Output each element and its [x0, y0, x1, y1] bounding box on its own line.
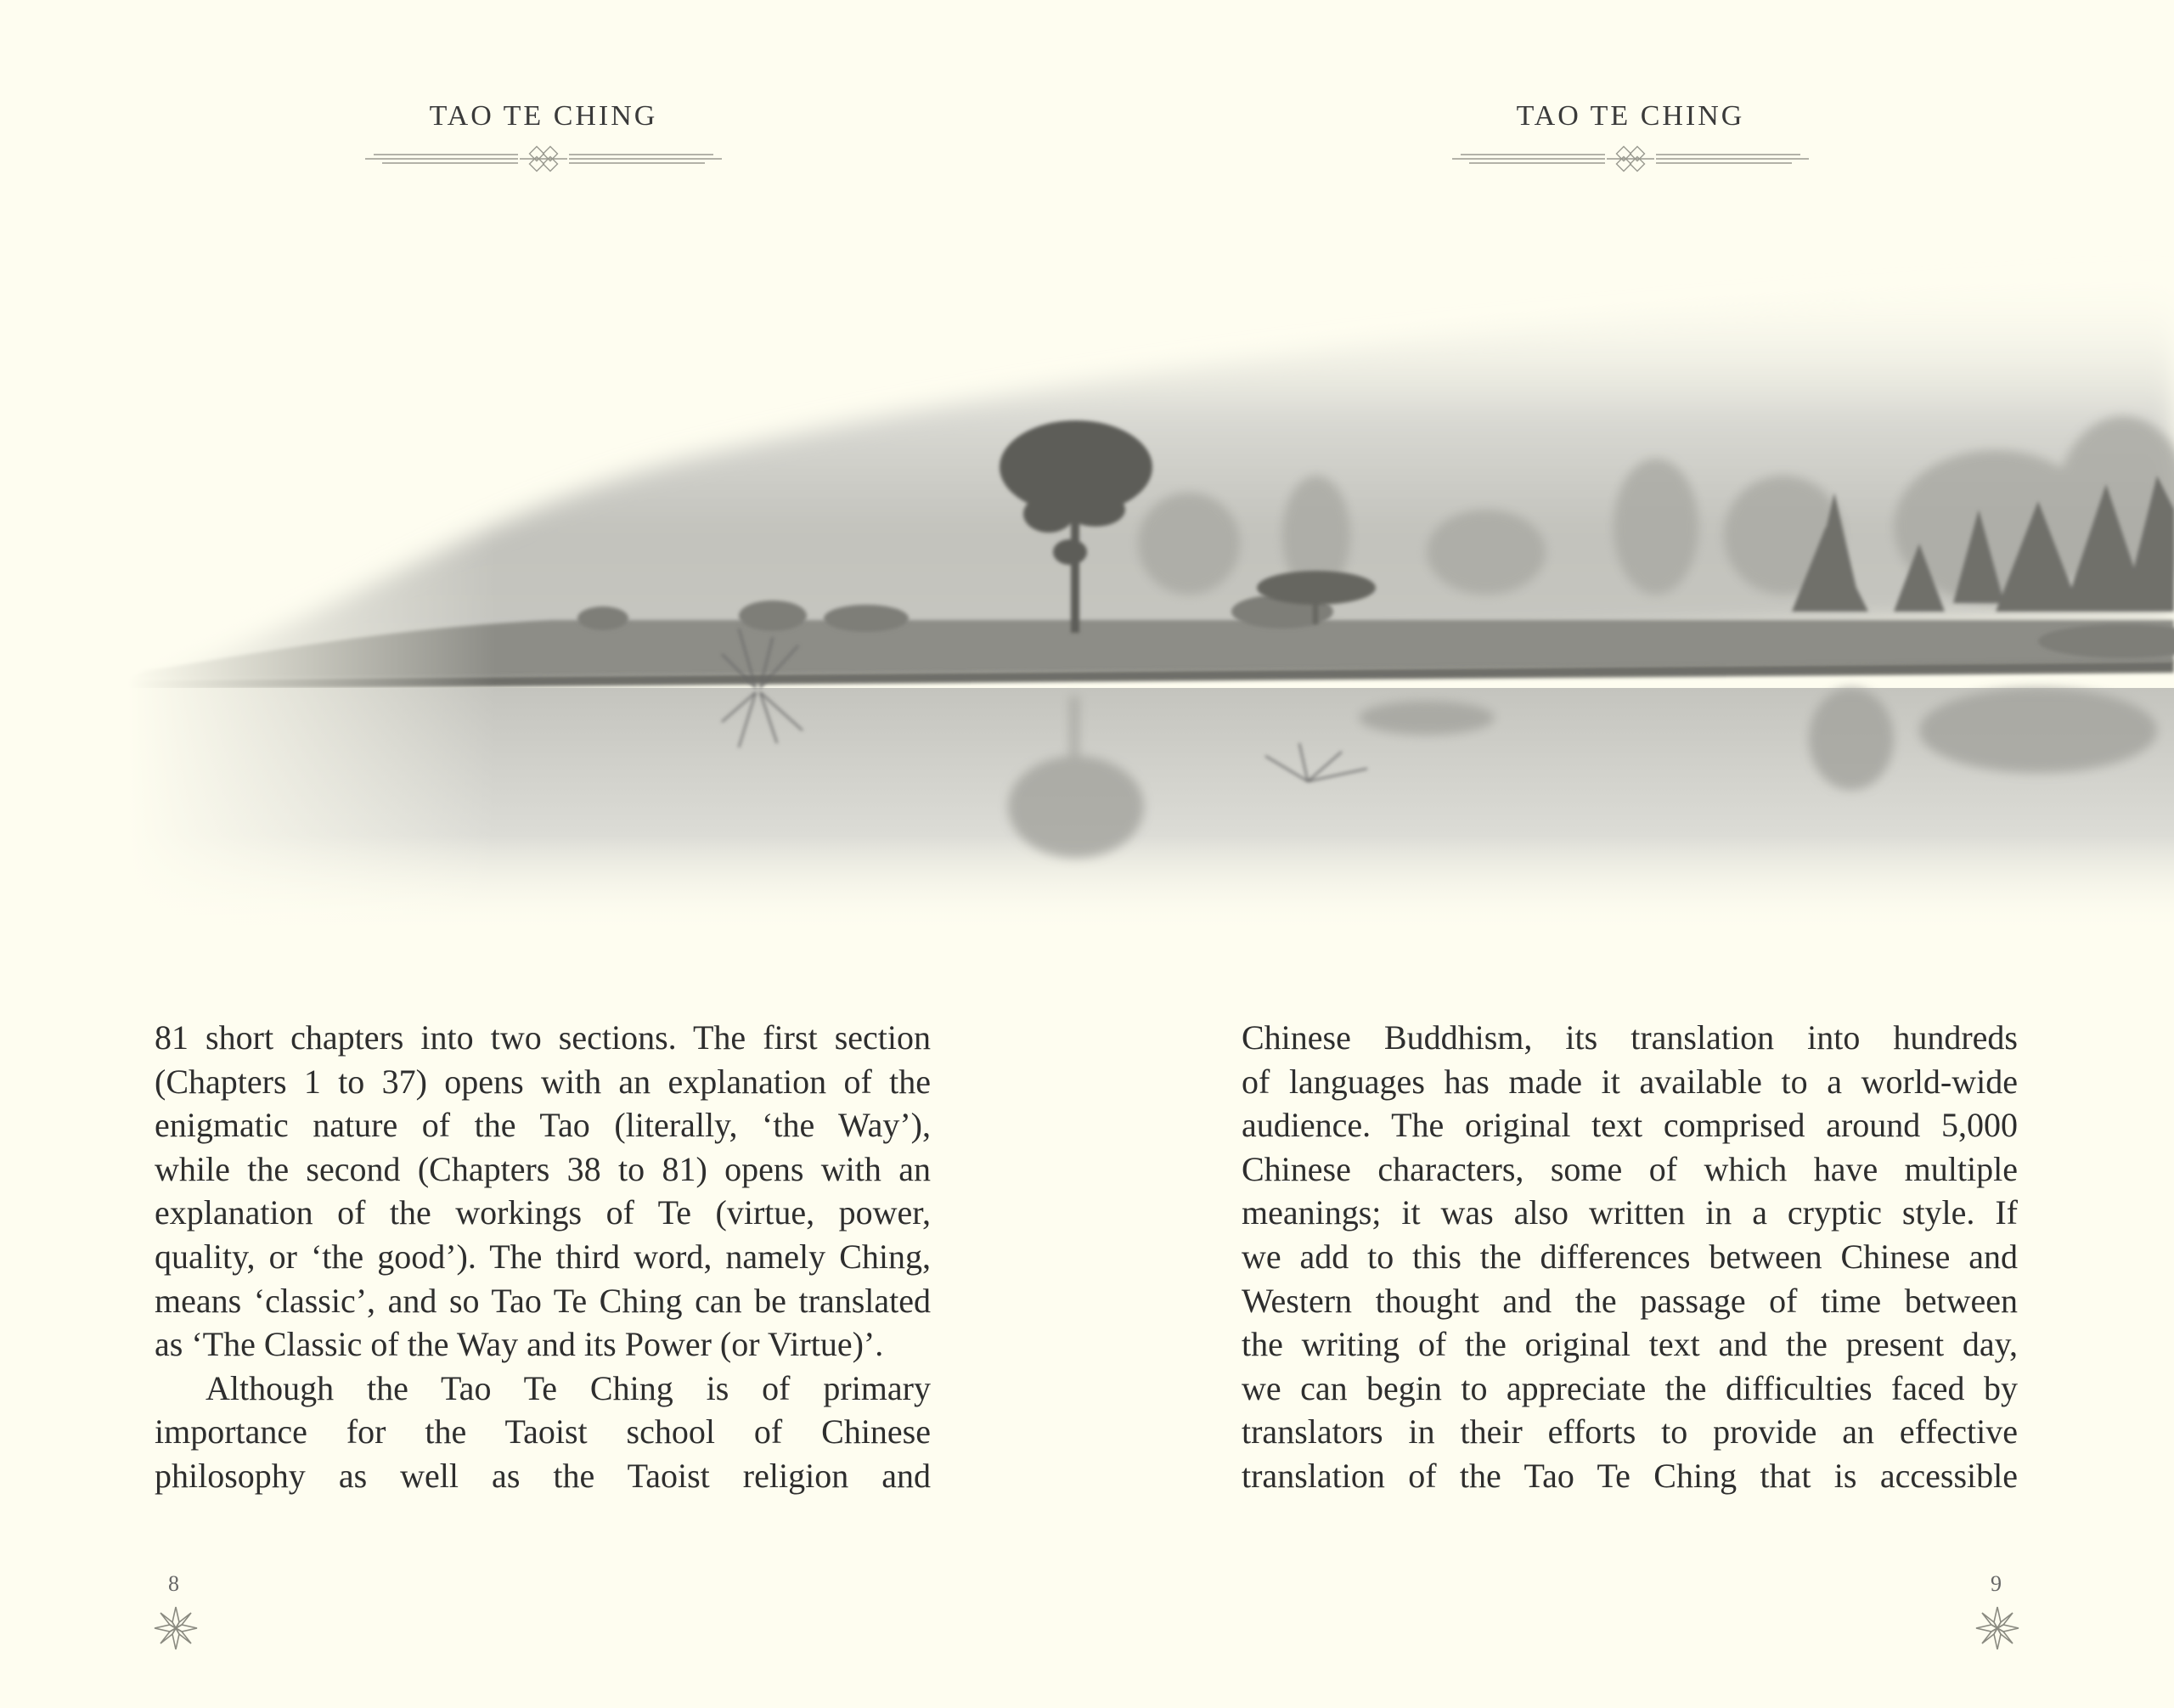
- text-line: audience. The original text comprised around 5,000: [1242, 1106, 2018, 1145]
- text-line: translation of the Tao Te Ching that is accessible: [1242, 1456, 2018, 1495]
- star-flower-icon: [153, 1605, 199, 1651]
- running-head-text: TAO TE CHING: [429, 100, 658, 132]
- text-line: Although the Tao Te Ching is of primary: [206, 1368, 931, 1407]
- knot-ornament-icon: [365, 143, 722, 177]
- knot-ornament-icon: [1452, 143, 1809, 177]
- page-number: 9: [1991, 1571, 2002, 1596]
- text-line: we add to this the differences between Chinese and: [1242, 1237, 2018, 1276]
- text-line: translators in their efforts to provide an effective: [1242, 1412, 2018, 1452]
- running-head: [0, 100, 1087, 132]
- text-line: explanation of the workings of Te (virtue, power,: [155, 1193, 931, 1232]
- text-line: Chinese characters, some of which have multiple: [1242, 1149, 2018, 1188]
- misty-lake-photo: [127, 255, 2174, 934]
- text-line: 81 short chapters into two sections. The first section: [155, 1018, 931, 1057]
- text-line: enigmatic nature of the Tao (literally, ‘the Way’),: [155, 1106, 931, 1145]
- running-head-text: TAO TE CHING: [1516, 100, 1745, 132]
- text-line: (Chapters 1 to 37) opens with an explanation of the: [155, 1062, 931, 1101]
- text-line: Western thought and the passage of time between: [1242, 1281, 2018, 1320]
- left-body-text: [155, 1016, 931, 1498]
- text-line: meanings; it was also written in a cryptic style. If: [1242, 1193, 2018, 1232]
- text-line: importance for the Taoist school of Chinese: [155, 1412, 931, 1452]
- running-head: [1087, 100, 2174, 132]
- text-line: as ‘The Classic of the Way and its Power (or Virtue)’.: [155, 1325, 884, 1364]
- right-body-text: [1242, 1016, 2018, 1498]
- star-flower-icon: [1974, 1605, 2020, 1651]
- text-line: Chinese Buddhism, its translation into hundreds: [1242, 1018, 2018, 1057]
- text-line: philosophy as well as the Taoist religion and: [155, 1456, 931, 1495]
- text-line: we can begin to appreciate the difficulties faced by: [1242, 1368, 2018, 1407]
- text-line: means ‘classic’, and so Tao Te Ching can be translated: [155, 1281, 931, 1320]
- page-number: 8: [168, 1571, 179, 1596]
- text-line: while the second (Chapters 38 to 81) opens with an: [155, 1149, 931, 1188]
- text-line: of languages has made it available to a world-wide: [1242, 1062, 2018, 1101]
- text-line: the writing of the original text and the present day,: [1242, 1325, 2018, 1364]
- text-line: quality, or ‘the good’). The third word, namely Ching,: [155, 1237, 931, 1276]
